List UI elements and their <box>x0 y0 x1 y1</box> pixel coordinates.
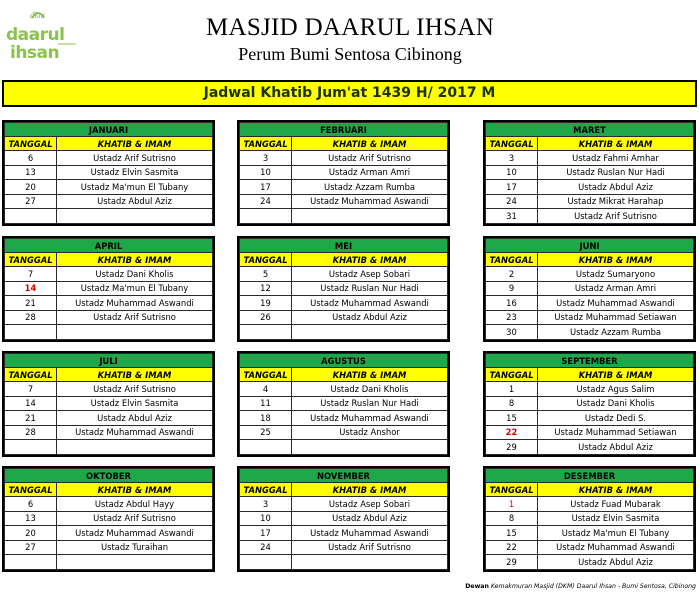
table-row <box>486 281 694 296</box>
table-row <box>5 382 213 397</box>
khatib-cell: Ustadz Ma'mun El Tubany <box>538 526 694 541</box>
table-row <box>240 209 448 224</box>
month-name: FEBRUARI <box>240 123 448 137</box>
date-cell: 6 <box>5 151 57 166</box>
month-name: NOVEMBER <box>240 469 448 483</box>
table-row <box>486 194 694 209</box>
month-table-maret <box>483 120 696 226</box>
khatib-header: KHATIB & IMAM <box>292 253 448 267</box>
date-cell: 3 <box>486 151 538 166</box>
date-cell: 2 <box>486 267 538 282</box>
khatib-cell: Ustadz Muhammad Aswandi <box>538 296 694 311</box>
table-row <box>5 555 213 570</box>
date-header: TANGGAL <box>486 137 538 151</box>
footer-credit: Dewan Kemakmuran Masjid (DKM) Daarul Ihsan - Bumi Sentosa, Cibinong <box>465 583 696 590</box>
khatib-cell: Ustadz Elvin Sasmita <box>57 165 213 180</box>
month-name: AGUSTUS <box>240 354 448 368</box>
khatib-cell <box>57 555 213 570</box>
table-row <box>486 310 694 325</box>
date-cell <box>240 209 292 224</box>
table-row <box>5 151 213 166</box>
month-table-februari <box>237 120 450 226</box>
date-cell: 26 <box>240 310 292 325</box>
khatib-header: KHATIB & IMAM <box>538 368 694 382</box>
month-name: DESEMBER <box>486 469 694 483</box>
khatib-cell: Ustadz Mikrat Harahap <box>538 194 694 209</box>
svg-text:ihsan: ihsan <box>10 43 60 62</box>
khatib-cell <box>57 209 213 224</box>
date-cell: 6 <box>5 497 57 512</box>
table-row <box>486 411 694 426</box>
khatib-cell: Ustadz Muhammad Aswandi <box>57 296 213 311</box>
table-row <box>486 165 694 180</box>
table-row <box>5 425 213 440</box>
table-row <box>240 555 448 570</box>
khatib-cell: Ustadz Arif Sutrisno <box>57 382 213 397</box>
khatib-cell: Ustadz Ruslan Nur Hadi <box>292 281 448 296</box>
month-name: JANUARI <box>5 123 213 137</box>
khatib-cell: Ustadz Abdul Aziz <box>57 194 213 209</box>
khatib-cell: Ustadz Abdul Aziz <box>57 411 213 426</box>
table-row <box>5 511 213 526</box>
table-row <box>240 310 448 325</box>
khatib-cell: Ustadz Ma'mun El Tubany <box>57 180 213 195</box>
month-table-april <box>2 236 215 342</box>
date-cell: 8 <box>486 396 538 411</box>
khatib-header: KHATIB & IMAM <box>292 368 448 382</box>
table-row <box>486 511 694 526</box>
table-row <box>240 396 448 411</box>
date-cell: 15 <box>486 411 538 426</box>
month-name: MARET <box>486 123 694 137</box>
table-row <box>5 165 213 180</box>
khatib-header: KHATIB & IMAM <box>538 253 694 267</box>
khatib-cell <box>292 325 448 340</box>
khatib-cell: Ustadz Ruslan Nur Hadi <box>538 165 694 180</box>
date-cell: 1 <box>486 497 538 512</box>
table-row <box>240 497 448 512</box>
table-row <box>240 425 448 440</box>
table-row <box>5 396 213 411</box>
date-cell: 5 <box>240 267 292 282</box>
date-cell: 14 <box>5 396 57 411</box>
date-cell: 17 <box>486 180 538 195</box>
month-table-juni <box>483 236 696 342</box>
date-cell: 1 <box>486 382 538 397</box>
date-cell: 7 <box>5 267 57 282</box>
date-cell: 20 <box>5 526 57 541</box>
khatib-cell: Ustadz Arman Amri <box>538 281 694 296</box>
khatib-header: KHATIB & IMAM <box>538 483 694 497</box>
table-row <box>240 165 448 180</box>
date-cell: 23 <box>486 310 538 325</box>
date-cell: 10 <box>240 165 292 180</box>
table-row <box>486 267 694 282</box>
khatib-cell: Ustadz Asep Sobari <box>292 267 448 282</box>
date-cell: 3 <box>240 151 292 166</box>
date-header: TANGGAL <box>240 137 292 151</box>
date-header: TANGGAL <box>5 253 57 267</box>
table-row <box>486 540 694 555</box>
table-row <box>240 281 448 296</box>
date-header: TANGGAL <box>486 253 538 267</box>
table-row <box>486 325 694 340</box>
khatib-cell: Ustadz Abdul Aziz <box>538 555 694 570</box>
khatib-cell: Ustadz Abdul Aziz <box>538 440 694 455</box>
khatib-cell: Ustadz Arif Sutrisno <box>57 310 213 325</box>
table-row <box>486 396 694 411</box>
table-row <box>486 209 694 224</box>
table-row <box>5 540 213 555</box>
month-table-november <box>237 466 450 572</box>
date-cell: 16 <box>486 296 538 311</box>
month-table-agustus <box>237 351 450 457</box>
date-cell: 13 <box>5 165 57 180</box>
khatib-cell <box>57 325 213 340</box>
month-name: MEI <box>240 239 448 253</box>
date-cell <box>5 555 57 570</box>
date-cell: 21 <box>5 296 57 311</box>
schedule-banner: Jadwal Khatib Jum'at 1439 H/ 2017 M <box>2 80 697 107</box>
svg-text:daarul: daarul <box>6 25 65 45</box>
table-row <box>5 267 213 282</box>
khatib-cell: Ustadz Muhammad Aswandi <box>292 411 448 426</box>
table-row <box>486 382 694 397</box>
table-row <box>5 194 213 209</box>
table-row <box>240 325 448 340</box>
date-cell: 9 <box>486 281 538 296</box>
date-cell: 22 <box>486 540 538 555</box>
khatib-cell: Ustadz Elvin Sasmita <box>57 396 213 411</box>
date-cell: 24 <box>240 194 292 209</box>
date-cell: 17 <box>240 180 292 195</box>
table-row <box>240 180 448 195</box>
khatib-cell <box>292 440 448 455</box>
table-row <box>5 281 213 296</box>
date-header: TANGGAL <box>486 368 538 382</box>
date-cell: 27 <box>5 540 57 555</box>
table-row <box>5 325 213 340</box>
khatib-cell: Ustadz Muhammad Aswandi <box>292 194 448 209</box>
table-row <box>5 209 213 224</box>
khatib-cell: Ustadz Muhammad Aswandi <box>57 425 213 440</box>
date-cell: 17 <box>240 526 292 541</box>
date-cell <box>5 209 57 224</box>
page-title: MASJID DAARUL IHSAN <box>205 14 495 41</box>
khatib-cell: Ustadz Abdul Hayy <box>57 497 213 512</box>
khatib-cell: Ustadz Dedi S. <box>538 411 694 426</box>
date-cell <box>240 440 292 455</box>
month-table-juli <box>2 351 215 457</box>
date-cell <box>240 555 292 570</box>
table-row <box>486 151 694 166</box>
table-row <box>5 180 213 195</box>
table-row <box>240 296 448 311</box>
khatib-cell: Ustadz Dani Kholis <box>292 382 448 397</box>
table-row <box>240 540 448 555</box>
month-table-januari <box>2 120 215 226</box>
table-row <box>5 440 213 455</box>
khatib-cell: Ustadz Ruslan Nur Hadi <box>292 396 448 411</box>
khatib-cell: Ustadz Azzam Rumba <box>538 325 694 340</box>
khatib-header: KHATIB & IMAM <box>57 368 213 382</box>
table-row <box>240 526 448 541</box>
table-row <box>240 440 448 455</box>
khatib-header: KHATIB & IMAM <box>292 137 448 151</box>
khatib-header: KHATIB & IMAM <box>57 483 213 497</box>
date-cell: 30 <box>486 325 538 340</box>
date-cell: 14 <box>5 281 57 296</box>
khatib-cell: Ustadz Arif Sutrisno <box>57 511 213 526</box>
khatib-cell: Ustadz Muhammad Setiawan <box>538 310 694 325</box>
date-cell: 3 <box>240 497 292 512</box>
table-row <box>5 497 213 512</box>
khatib-cell <box>292 209 448 224</box>
date-header: TANGGAL <box>5 368 57 382</box>
khatib-cell: Ustadz Muhammad Setiawan <box>538 425 694 440</box>
table-row <box>240 194 448 209</box>
khatib-cell: Ustadz Turaihan <box>57 540 213 555</box>
date-cell: 18 <box>240 411 292 426</box>
date-cell <box>5 325 57 340</box>
date-cell: 11 <box>240 396 292 411</box>
khatib-cell: Ustadz Fahmi Amhar <box>538 151 694 166</box>
table-row <box>5 310 213 325</box>
table-row <box>5 296 213 311</box>
date-cell: 4 <box>240 382 292 397</box>
table-row <box>486 526 694 541</box>
khatib-cell: Ustadz Muhammad Aswandi <box>57 526 213 541</box>
khatib-header: KHATIB & IMAM <box>57 137 213 151</box>
khatib-cell <box>57 440 213 455</box>
khatib-cell: Ustadz Dani Kholis <box>57 267 213 282</box>
khatib-cell: Ustadz Fuad Mubarak <box>538 497 694 512</box>
khatib-cell: Ustadz Arman Amri <box>292 165 448 180</box>
khatib-cell: Ustadz Sumaryono <box>538 267 694 282</box>
table-row <box>240 151 448 166</box>
date-cell: 29 <box>486 555 538 570</box>
table-row <box>486 425 694 440</box>
date-cell: 12 <box>240 281 292 296</box>
month-table-desember <box>483 466 696 572</box>
khatib-cell: Ustadz Dani Kholis <box>538 396 694 411</box>
date-cell: 28 <box>5 425 57 440</box>
month-name: OKTOBER <box>5 469 213 483</box>
khatib-cell: Ustadz Anshor <box>292 425 448 440</box>
date-cell: 19 <box>240 296 292 311</box>
date-cell: 8 <box>486 511 538 526</box>
month-table-september <box>483 351 696 457</box>
table-row <box>240 411 448 426</box>
date-cell: 15 <box>486 526 538 541</box>
month-name: JUNI <box>486 239 694 253</box>
table-row <box>486 497 694 512</box>
table-row <box>486 555 694 570</box>
page-subtitle: Perum Bumi Sentosa Cibinong <box>238 44 462 64</box>
khatib-cell: Ustadz Arif Sutrisno <box>538 209 694 224</box>
table-row <box>5 526 213 541</box>
date-cell: 27 <box>5 194 57 209</box>
date-cell: 28 <box>5 310 57 325</box>
khatib-cell: Ustadz Azzam Rumba <box>292 180 448 195</box>
date-cell: 25 <box>240 425 292 440</box>
khatib-cell: Ustadz Arif Sutrisno <box>292 540 448 555</box>
month-table-mei <box>237 236 450 342</box>
khatib-cell: Ustadz Abdul Aziz <box>292 511 448 526</box>
khatib-header: KHATIB & IMAM <box>292 483 448 497</box>
month-table-oktober <box>2 466 215 572</box>
khatib-cell: Ustadz Arif Sutrisno <box>57 151 213 166</box>
date-cell: 21 <box>5 411 57 426</box>
khatib-cell: Ustadz Abdul Aziz <box>538 180 694 195</box>
table-row <box>240 382 448 397</box>
table-row <box>486 296 694 311</box>
khatib-cell: Ustadz Muhammad Aswandi <box>292 296 448 311</box>
khatib-header: KHATIB & IMAM <box>538 137 694 151</box>
date-header: TANGGAL <box>240 253 292 267</box>
date-header: TANGGAL <box>5 137 57 151</box>
khatib-cell: Ustadz Ma'mun El Tubany <box>57 281 213 296</box>
table-row <box>486 440 694 455</box>
date-header: TANGGAL <box>240 483 292 497</box>
date-header: TANGGAL <box>5 483 57 497</box>
khatib-cell: Ustadz Asep Sobari <box>292 497 448 512</box>
table-row <box>240 511 448 526</box>
date-cell: 20 <box>5 180 57 195</box>
date-cell: 7 <box>5 382 57 397</box>
date-cell: 24 <box>486 194 538 209</box>
date-cell: 24 <box>240 540 292 555</box>
table-row <box>486 180 694 195</box>
date-header: TANGGAL <box>486 483 538 497</box>
date-header: TANGGAL <box>240 368 292 382</box>
table-row <box>5 411 213 426</box>
date-cell: 10 <box>240 511 292 526</box>
date-cell: 29 <box>486 440 538 455</box>
date-cell <box>5 440 57 455</box>
table-row <box>240 267 448 282</box>
date-cell <box>240 325 292 340</box>
date-cell: 10 <box>486 165 538 180</box>
khatib-cell: Ustadz Muhammad Aswandi <box>292 526 448 541</box>
date-cell: 13 <box>5 511 57 526</box>
svg-text:dkm: dkm <box>30 10 45 20</box>
date-cell: 31 <box>486 209 538 224</box>
khatib-cell: Ustadz Arif Sutrisno <box>292 151 448 166</box>
month-name: SEPTEMBER <box>486 354 694 368</box>
khatib-cell: Ustadz Muhammad Aswandi <box>538 540 694 555</box>
khatib-cell: Ustadz Elvin Sasmita <box>538 511 694 526</box>
month-name: JULI <box>5 354 213 368</box>
khatib-cell <box>292 555 448 570</box>
khatib-cell: Ustadz Agus Salim <box>538 382 694 397</box>
khatib-header: KHATIB & IMAM <box>57 253 213 267</box>
date-cell: 22 <box>486 425 538 440</box>
month-name: APRIL <box>5 239 213 253</box>
khatib-cell: Ustadz Abdul Aziz <box>292 310 448 325</box>
